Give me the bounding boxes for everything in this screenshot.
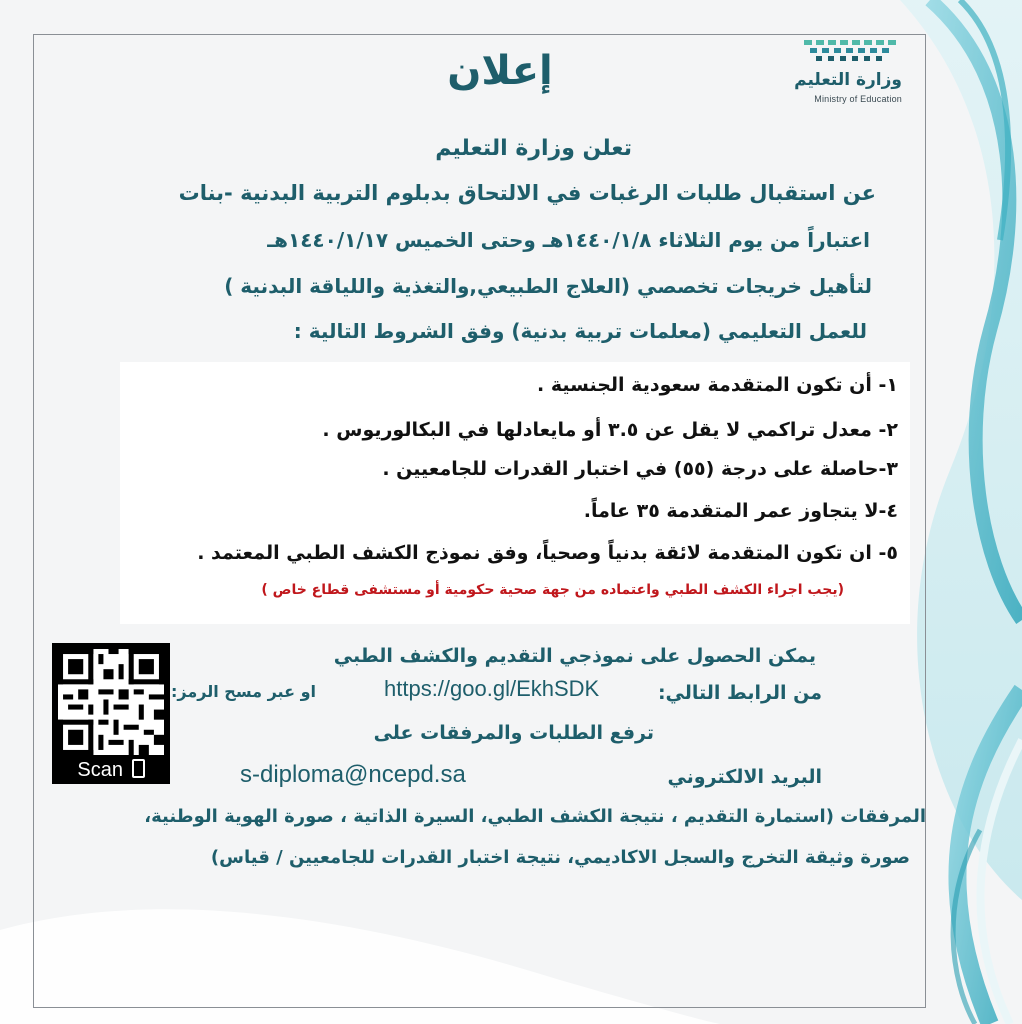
qr-scan-label <box>52 759 170 782</box>
email-address[interactable]: s-diploma@ncepd.sa <box>240 761 466 788</box>
intro-line-1: تعلن وزارة التعليم <box>435 136 632 161</box>
qr-code[interactable] <box>52 643 170 784</box>
forms-link[interactable]: https://goo.gl/EkhSDK <box>384 676 600 701</box>
logo-dots-icon <box>802 38 902 64</box>
attachments-line-1: المرفقات (استمارة التقديم ، نتيجة الكشف الطبي، السيرة الذاتية ، صورة الهوية الوطنية، <box>144 806 926 827</box>
link-suffix: او عبر مسح الرمز: <box>171 682 316 701</box>
intro-line-4: لتأهيل خريجات تخصصي (العلاج الطبيعي,والتغذية واللياقة البدنية ) <box>224 274 872 298</box>
link-prefix: من الرابط التالي: <box>657 682 822 704</box>
condition-4: ٤-لا يتجاوز عمر المتقدمة ٣٥ عاماً. <box>583 500 898 522</box>
ministry-logo <box>792 38 902 108</box>
submit-line: ترفع الطلبات والمرفقات على <box>373 722 654 744</box>
phone-icon <box>132 759 145 778</box>
qr-pattern-icon <box>58 649 164 755</box>
intro-line-2: عن استقبال طلبات الرغبات في الالتحاق بدبلوم التربية البدنية -بنات <box>178 181 876 205</box>
intro-line-3: اعتباراً من يوم الثلاثاء ١٤٤٠/١/٨هـ وحتى الخميس ١٤٤٠/١/١٧هـ <box>267 228 870 252</box>
email-label: البريد الالكتروني <box>667 766 822 788</box>
qr-pattern <box>58 649 164 755</box>
condition-1: ١- أن تكون المتقدمة سعودية الجنسية . <box>537 374 898 396</box>
intro-line-5: للعمل التعليمي (معلمات تربية بدنية) وفق الشروط التالية : <box>293 319 867 343</box>
page-title: إعلان <box>447 48 553 94</box>
logo-english-text: Ministry of Education <box>814 94 902 104</box>
forms-line: يمكن الحصول على نموذجي التقديم والكشف الطبي <box>333 645 816 667</box>
qr-scan-text: Scan <box>77 759 124 781</box>
condition-5: ٥- ان تكون المتقدمة لائقة بدنياً وصحياً، وفق نموذج الكشف الطبي المعتمد . <box>197 542 898 564</box>
logo-arabic-text: وزارة التعليم <box>794 70 902 90</box>
attachments-line-2: صورة وثيقة التخرج والسجل الاكاديمي، نتيجة اختبار القدرات للجامعيين / قياس) <box>210 847 910 868</box>
condition-3: ٣-حاصلة على درجة (٥٥) في اختبار القدرات للجامعيين . <box>382 458 898 480</box>
condition-2: ٢- معدل تراكمي لا يقل عن ٣.٥ أو مايعادلها في البكالوريوس . <box>322 419 898 441</box>
medical-note: (يجب اجراء الكشف الطبي واعتماده من جهة صحية حكومية أو مستشفى قطاع خاص ) <box>261 582 844 598</box>
